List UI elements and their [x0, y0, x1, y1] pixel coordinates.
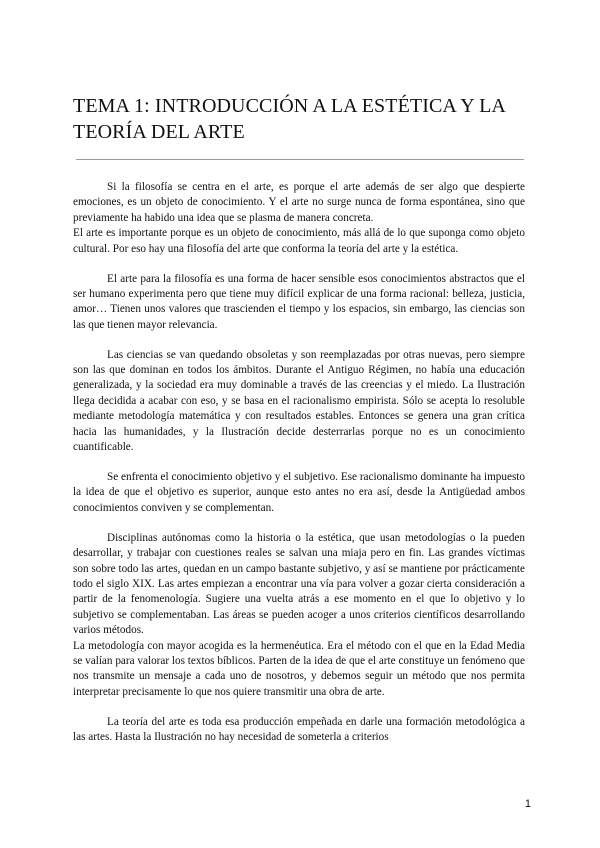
- paragraph: El arte para la filosofía es una forma de hacer sensible esos conocimientos abstractos que el ser humano experimenta pero que tiene muy difícil explicar de una forma racional: belleza, justicia, amor… Tienen unos valores que trascienden el tiempo y los espacios, sin embargo, las ciencias son las que tienen mayor relevancia.: [73, 272, 525, 331]
- paragraph: La teoría del arte es toda esa producción empeñada en darle una formación metodológica a las artes. Hasta la Ilustración no hay necesidad de someterla a criterios: [73, 715, 525, 744]
- page-number: 1: [524, 798, 531, 810]
- paragraph: Disciplinas autónomas como la historia o la estética, que usan metodologías o la pueden desarrollar, y trabajar con cuestiones reales se salvan una miaja pero en fin. Las grandes víctimas son sobre todo las artes, quedan en un campo bastante subjetivo, y así se mantiene por prácticamente todo el siglo XIX. Las artes empiezan a encontrar una vía para volver a gozar cierta consideración a partir de la fenomenología. Sugiere una vuelta atrás a ese momento en el que lo objetivo y lo subjetivo se complementaban. Las áreas se pueden acoger a unos criterios científicos desarrollando varios métodos.: [73, 531, 525, 637]
- paragraph: Se enfrenta el conocimiento objetivo y el subjetivo. Ese racionalismo dominante ha impuesto la idea de que el objetivo es superior, aunque esto antes no era así, desde la Antigüedad ambos conocimientos conviven y se complementan.: [73, 471, 525, 514]
- page-title: TEMA 1: INTRODUCCIÓN A LA ESTÉTICA Y LA TEORÍA DEL ARTE: [73, 95, 505, 143]
- paragraph: El arte es importante porque es un objeto de conocimiento, más allá de lo que suponga como objeto cultural. Por eso hay una filosofía del arte que conforma la teoría del arte y la estética.: [73, 227, 525, 255]
- paragraph: La metodología con mayor acogida es la hermenéutica. Era el método con el que en la Edad Media se valían para valorar los textos bíblicos. Parten de la idea de que el arte constituye un fenómeno que nos transmite un mensaje a cada uno de nosotros, y debemos seguir un método que nos permita interpretar precisamente lo que nos quiere transmitir una obra de arte.: [73, 639, 525, 698]
- body-text: [73, 180, 525, 760]
- paragraph: Si la filosofía se centra en el arte, es porque el arte además de ser algo que despierte emociones, es un objeto de conocimiento. Y el arte no surge nunca de forma espontánea, sino que previamente ha habido una idea que se plasma de manera concreta.: [73, 181, 525, 224]
- paragraph: Las ciencias se van quedando obsoletas y son reemplazadas por otras nuevas, pero siempre son las que dominan en todos los ámbitos. Durante el Antiguo Régimen, no había una educación generalizada, y la sociedad era muy dominable a través de las creencias y el miedo. La Ilustración llega decidida a acabar con eso, y se basa en el racionalismo empirista. Sólo se acepta lo resoluble mediante metodología matemática y con resultados estables. Entonces se genera una gran crítica hacia las humanidades, y la Ilustración decide desterrarlas porque no es un conocimiento cuantificable.: [73, 348, 525, 454]
- title-divider: [76, 159, 524, 160]
